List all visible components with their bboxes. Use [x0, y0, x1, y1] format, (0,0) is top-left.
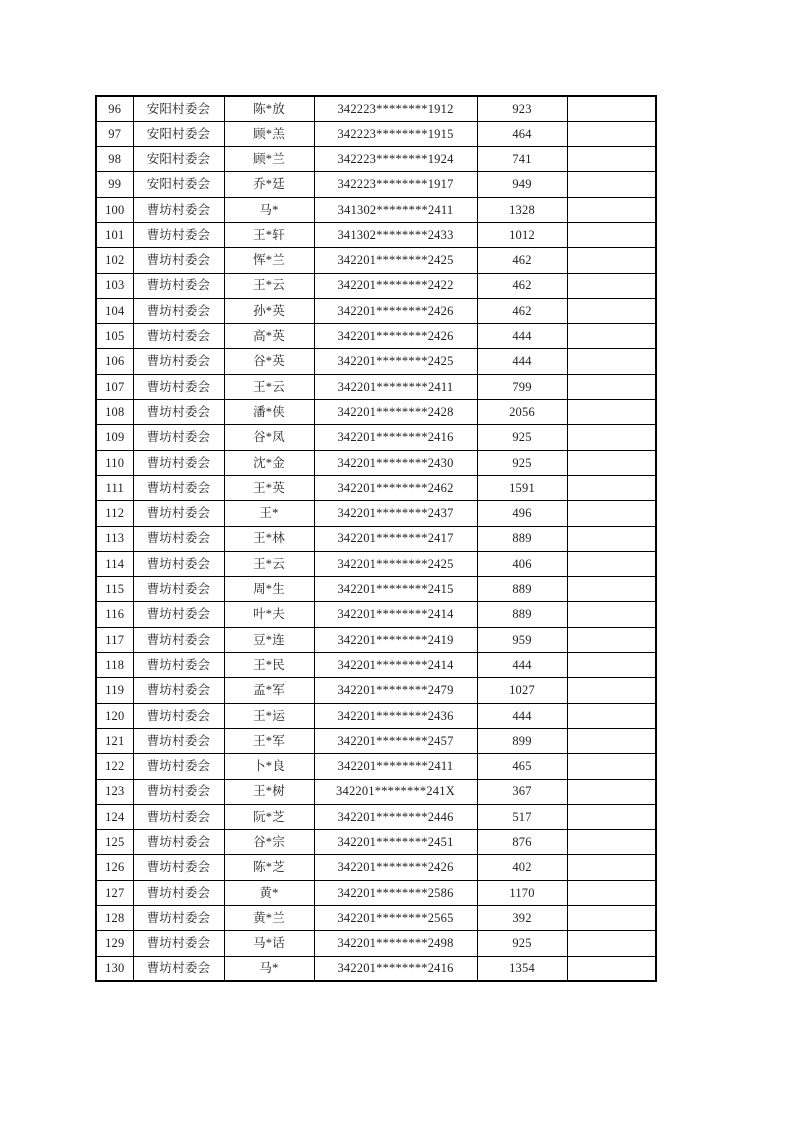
person-name-cell: 黄* — [224, 880, 314, 905]
person-name-cell: 孟*军 — [224, 678, 314, 703]
id-number-cell: 342201********2451 — [314, 830, 477, 855]
row-number-cell: 130 — [96, 956, 133, 981]
village-committee-cell: 曹坊村委会 — [133, 425, 224, 450]
note-cell — [567, 627, 656, 652]
person-name-cell: 王* — [224, 501, 314, 526]
table-row — [96, 425, 656, 450]
id-number-cell: 342201********2417 — [314, 526, 477, 551]
amount-cell: 1591 — [477, 475, 567, 500]
table-row — [96, 627, 656, 652]
amount-cell: 1328 — [477, 197, 567, 222]
id-number-cell: 342201********2498 — [314, 931, 477, 956]
row-number-cell: 128 — [96, 906, 133, 931]
row-number-cell: 112 — [96, 501, 133, 526]
village-committee-cell: 安阳村委会 — [133, 121, 224, 146]
id-number-cell: 342201********2479 — [314, 678, 477, 703]
amount-cell: 889 — [477, 602, 567, 627]
row-number-cell: 110 — [96, 450, 133, 475]
person-name-cell: 乔*廷 — [224, 172, 314, 197]
amount-cell: 889 — [477, 577, 567, 602]
note-cell — [567, 956, 656, 981]
village-committee-cell: 曹坊村委会 — [133, 956, 224, 981]
table-row — [96, 855, 656, 880]
id-number-cell: 342201********2428 — [314, 400, 477, 425]
village-committee-cell: 曹坊村委会 — [133, 324, 224, 349]
row-number-cell: 101 — [96, 222, 133, 247]
table-row — [96, 475, 656, 500]
row-number-cell: 109 — [96, 425, 133, 450]
row-number-cell: 107 — [96, 374, 133, 399]
row-number-cell: 106 — [96, 349, 133, 374]
amount-cell: 889 — [477, 526, 567, 551]
note-cell — [567, 880, 656, 905]
row-number-cell: 96 — [96, 96, 133, 121]
note-cell — [567, 374, 656, 399]
person-name-cell: 马* — [224, 197, 314, 222]
amount-cell: 1027 — [477, 678, 567, 703]
village-committee-cell: 曹坊村委会 — [133, 248, 224, 273]
row-number-cell: 119 — [96, 678, 133, 703]
amount-cell: 464 — [477, 121, 567, 146]
note-cell — [567, 703, 656, 728]
amount-cell: 2056 — [477, 400, 567, 425]
note-cell — [567, 298, 656, 323]
row-number-cell: 103 — [96, 273, 133, 298]
row-number-cell: 123 — [96, 779, 133, 804]
person-name-cell: 王*林 — [224, 526, 314, 551]
row-number-cell: 124 — [96, 804, 133, 829]
amount-cell: 367 — [477, 779, 567, 804]
village-committee-cell: 曹坊村委会 — [133, 779, 224, 804]
id-number-cell: 342201********2414 — [314, 653, 477, 678]
row-number-cell: 108 — [96, 400, 133, 425]
note-cell — [567, 830, 656, 855]
table-row — [96, 324, 656, 349]
village-committee-cell: 安阳村委会 — [133, 172, 224, 197]
amount-cell: 949 — [477, 172, 567, 197]
village-committee-cell: 安阳村委会 — [133, 96, 224, 121]
table-row — [96, 147, 656, 172]
table-body — [96, 96, 656, 981]
village-committee-cell: 曹坊村委会 — [133, 374, 224, 399]
person-name-cell: 高*英 — [224, 324, 314, 349]
amount-cell: 899 — [477, 728, 567, 753]
village-committee-cell: 曹坊村委会 — [133, 678, 224, 703]
id-number-cell: 342201********2414 — [314, 602, 477, 627]
id-number-cell: 342201********2586 — [314, 880, 477, 905]
table-row — [96, 830, 656, 855]
person-name-cell: 顾*羔 — [224, 121, 314, 146]
row-number-cell: 118 — [96, 653, 133, 678]
id-number-cell: 342201********2436 — [314, 703, 477, 728]
note-cell — [567, 931, 656, 956]
person-name-cell: 谷*宗 — [224, 830, 314, 855]
person-name-cell: 王*英 — [224, 475, 314, 500]
id-number-cell: 342201********2446 — [314, 804, 477, 829]
note-cell — [567, 425, 656, 450]
table-row — [96, 956, 656, 981]
village-committee-cell: 曹坊村委会 — [133, 906, 224, 931]
village-committee-cell: 曹坊村委会 — [133, 754, 224, 779]
id-number-cell: 342201********2422 — [314, 273, 477, 298]
person-name-cell: 马*话 — [224, 931, 314, 956]
person-name-cell: 恽*兰 — [224, 248, 314, 273]
row-number-cell: 126 — [96, 855, 133, 880]
row-number-cell: 125 — [96, 830, 133, 855]
person-name-cell: 沈*金 — [224, 450, 314, 475]
row-number-cell: 120 — [96, 703, 133, 728]
village-committee-cell: 安阳村委会 — [133, 147, 224, 172]
village-committee-cell: 曹坊村委会 — [133, 197, 224, 222]
row-number-cell: 115 — [96, 577, 133, 602]
id-number-cell: 342201********2437 — [314, 501, 477, 526]
note-cell — [567, 450, 656, 475]
id-number-cell: 342201********2565 — [314, 906, 477, 931]
person-name-cell: 谷*凤 — [224, 425, 314, 450]
person-name-cell: 孙*英 — [224, 298, 314, 323]
amount-cell: 462 — [477, 248, 567, 273]
person-name-cell: 马* — [224, 956, 314, 981]
id-number-cell: 342201********2462 — [314, 475, 477, 500]
village-committee-cell: 曹坊村委会 — [133, 349, 224, 374]
person-name-cell: 豆*连 — [224, 627, 314, 652]
note-cell — [567, 526, 656, 551]
row-number-cell: 111 — [96, 475, 133, 500]
table-row — [96, 703, 656, 728]
village-committee-cell: 曹坊村委会 — [133, 551, 224, 576]
id-number-cell: 342201********2415 — [314, 577, 477, 602]
table-row — [96, 248, 656, 273]
note-cell — [567, 273, 656, 298]
id-number-cell: 342201********2426 — [314, 324, 477, 349]
row-number-cell: 104 — [96, 298, 133, 323]
person-name-cell: 陈*放 — [224, 96, 314, 121]
table-row — [96, 400, 656, 425]
row-number-cell: 121 — [96, 728, 133, 753]
note-cell — [567, 577, 656, 602]
row-number-cell: 116 — [96, 602, 133, 627]
id-number-cell: 342201********2416 — [314, 425, 477, 450]
note-cell — [567, 197, 656, 222]
row-number-cell: 105 — [96, 324, 133, 349]
table-row — [96, 551, 656, 576]
table-row — [96, 197, 656, 222]
amount-cell: 1012 — [477, 222, 567, 247]
amount-cell: 517 — [477, 804, 567, 829]
amount-cell: 444 — [477, 349, 567, 374]
person-name-cell: 谷*英 — [224, 349, 314, 374]
village-committee-cell: 曹坊村委会 — [133, 804, 224, 829]
note-cell — [567, 653, 656, 678]
note-cell — [567, 501, 656, 526]
amount-cell: 876 — [477, 830, 567, 855]
village-committee-cell: 曹坊村委会 — [133, 830, 224, 855]
table-row — [96, 906, 656, 931]
person-name-cell: 周*生 — [224, 577, 314, 602]
note-cell — [567, 855, 656, 880]
person-name-cell: 王*云 — [224, 551, 314, 576]
id-number-cell: 342201********2419 — [314, 627, 477, 652]
row-number-cell: 127 — [96, 880, 133, 905]
row-number-cell: 113 — [96, 526, 133, 551]
note-cell — [567, 400, 656, 425]
amount-cell: 444 — [477, 324, 567, 349]
table-row — [96, 678, 656, 703]
row-number-cell: 100 — [96, 197, 133, 222]
village-committee-cell: 曹坊村委会 — [133, 931, 224, 956]
row-number-cell: 117 — [96, 627, 133, 652]
id-number-cell: 342201********2425 — [314, 248, 477, 273]
id-number-cell: 342201********2426 — [314, 855, 477, 880]
id-number-cell: 342201********2425 — [314, 551, 477, 576]
note-cell — [567, 349, 656, 374]
note-cell — [567, 602, 656, 627]
id-number-cell: 341302********2433 — [314, 222, 477, 247]
person-name-cell: 王*树 — [224, 779, 314, 804]
note-cell — [567, 779, 656, 804]
person-name-cell: 王*轩 — [224, 222, 314, 247]
row-number-cell: 122 — [96, 754, 133, 779]
amount-cell: 959 — [477, 627, 567, 652]
amount-cell: 462 — [477, 298, 567, 323]
person-name-cell: 卜*良 — [224, 754, 314, 779]
table-row — [96, 577, 656, 602]
table-row — [96, 222, 656, 247]
note-cell — [567, 551, 656, 576]
table-row — [96, 374, 656, 399]
id-number-cell: 342201********2430 — [314, 450, 477, 475]
amount-cell: 444 — [477, 653, 567, 678]
village-committee-cell: 曹坊村委会 — [133, 298, 224, 323]
id-number-cell: 342201********2426 — [314, 298, 477, 323]
person-name-cell: 陈*芝 — [224, 855, 314, 880]
person-name-cell: 顾*兰 — [224, 147, 314, 172]
note-cell — [567, 906, 656, 931]
village-committee-cell: 曹坊村委会 — [133, 526, 224, 551]
amount-cell: 799 — [477, 374, 567, 399]
amount-cell: 923 — [477, 96, 567, 121]
village-committee-cell: 曹坊村委会 — [133, 400, 224, 425]
amount-cell: 465 — [477, 754, 567, 779]
note-cell — [567, 248, 656, 273]
id-number-cell: 342201********2425 — [314, 349, 477, 374]
id-number-cell: 342223********1915 — [314, 121, 477, 146]
village-committee-cell: 曹坊村委会 — [133, 627, 224, 652]
person-name-cell: 叶*夫 — [224, 602, 314, 627]
amount-cell: 925 — [477, 450, 567, 475]
village-committee-cell: 曹坊村委会 — [133, 602, 224, 627]
table-row — [96, 653, 656, 678]
id-number-cell: 342223********1924 — [314, 147, 477, 172]
note-cell — [567, 147, 656, 172]
note-cell — [567, 96, 656, 121]
village-committee-cell: 曹坊村委会 — [133, 855, 224, 880]
person-name-cell: 潘*侠 — [224, 400, 314, 425]
amount-cell: 392 — [477, 906, 567, 931]
table-row — [96, 779, 656, 804]
person-name-cell: 王*军 — [224, 728, 314, 753]
note-cell — [567, 121, 656, 146]
table-row — [96, 931, 656, 956]
amount-cell: 1354 — [477, 956, 567, 981]
person-name-cell: 黄*兰 — [224, 906, 314, 931]
village-committee-cell: 曹坊村委会 — [133, 728, 224, 753]
note-cell — [567, 172, 656, 197]
person-name-cell: 王*云 — [224, 374, 314, 399]
id-number-cell: 342201********2411 — [314, 374, 477, 399]
id-number-cell: 342201********241X — [314, 779, 477, 804]
table-row — [96, 880, 656, 905]
note-cell — [567, 678, 656, 703]
table-row — [96, 754, 656, 779]
amount-cell: 496 — [477, 501, 567, 526]
row-number-cell: 129 — [96, 931, 133, 956]
amount-cell: 925 — [477, 931, 567, 956]
id-number-cell: 342223********1912 — [314, 96, 477, 121]
table-row — [96, 349, 656, 374]
table-row — [96, 96, 656, 121]
table-row — [96, 450, 656, 475]
row-number-cell: 98 — [96, 147, 133, 172]
amount-cell: 462 — [477, 273, 567, 298]
table-row — [96, 526, 656, 551]
row-number-cell: 99 — [96, 172, 133, 197]
table-row — [96, 298, 656, 323]
table-row — [96, 804, 656, 829]
village-committee-cell: 曹坊村委会 — [133, 880, 224, 905]
village-committee-cell: 曹坊村委会 — [133, 501, 224, 526]
village-committee-cell: 曹坊村委会 — [133, 273, 224, 298]
person-name-cell: 王*云 — [224, 273, 314, 298]
person-name-cell: 王*运 — [224, 703, 314, 728]
table-row — [96, 121, 656, 146]
table-row — [96, 501, 656, 526]
village-committee-cell: 曹坊村委会 — [133, 653, 224, 678]
subsidy-roster-table — [95, 95, 657, 982]
table-row — [96, 728, 656, 753]
amount-cell: 1170 — [477, 880, 567, 905]
person-name-cell: 阮*芝 — [224, 804, 314, 829]
amount-cell: 925 — [477, 425, 567, 450]
amount-cell: 406 — [477, 551, 567, 576]
village-committee-cell: 曹坊村委会 — [133, 475, 224, 500]
row-number-cell: 114 — [96, 551, 133, 576]
table-row — [96, 602, 656, 627]
id-number-cell: 342223********1917 — [314, 172, 477, 197]
person-name-cell: 王*民 — [224, 653, 314, 678]
table-row — [96, 172, 656, 197]
amount-cell: 402 — [477, 855, 567, 880]
amount-cell: 444 — [477, 703, 567, 728]
id-number-cell: 342201********2411 — [314, 754, 477, 779]
note-cell — [567, 804, 656, 829]
amount-cell: 741 — [477, 147, 567, 172]
table-row — [96, 273, 656, 298]
village-committee-cell: 曹坊村委会 — [133, 450, 224, 475]
note-cell — [567, 324, 656, 349]
note-cell — [567, 754, 656, 779]
id-number-cell: 342201********2457 — [314, 728, 477, 753]
note-cell — [567, 475, 656, 500]
village-committee-cell: 曹坊村委会 — [133, 222, 224, 247]
id-number-cell: 341302********2411 — [314, 197, 477, 222]
row-number-cell: 102 — [96, 248, 133, 273]
id-number-cell: 342201********2416 — [314, 956, 477, 981]
note-cell — [567, 728, 656, 753]
village-committee-cell: 曹坊村委会 — [133, 703, 224, 728]
note-cell — [567, 222, 656, 247]
village-committee-cell: 曹坊村委会 — [133, 577, 224, 602]
row-number-cell: 97 — [96, 121, 133, 146]
